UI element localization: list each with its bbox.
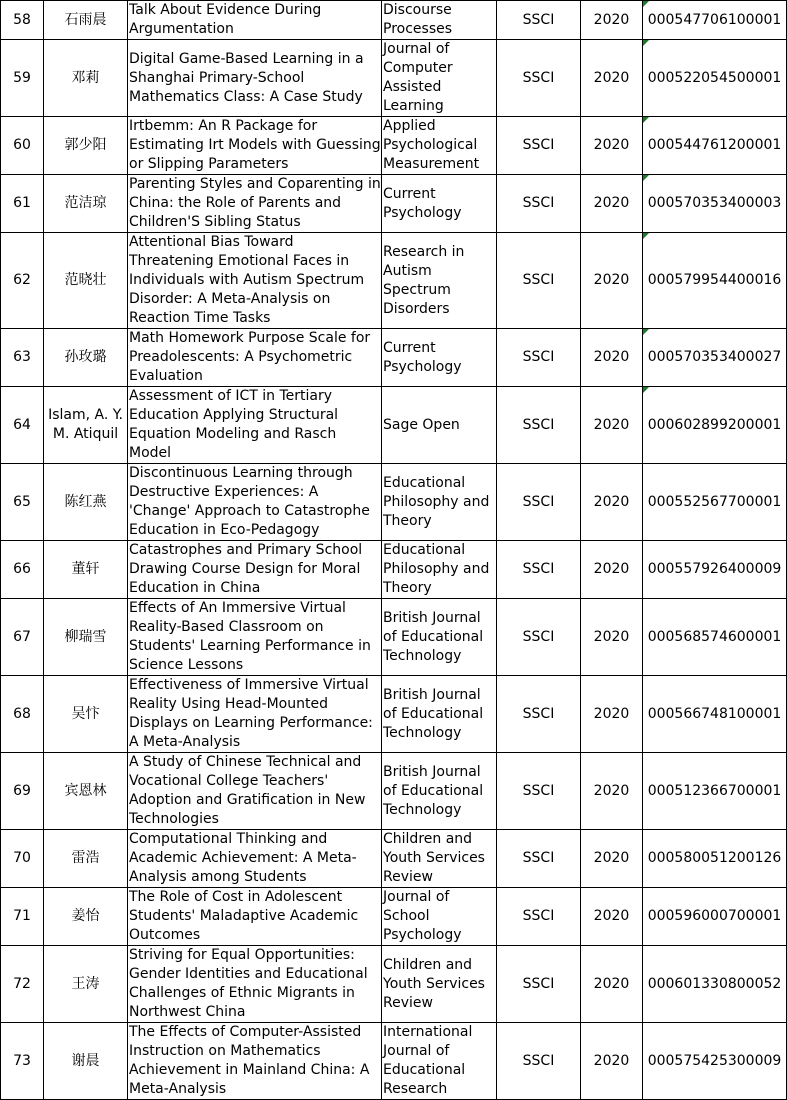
index-cell[interactable]: SSCI [497,888,581,946]
year-cell[interactable]: 2020 [581,40,643,117]
row-number-cell[interactable]: 64 [1,387,44,464]
index-cell[interactable]: SSCI [497,387,581,464]
table-row [1,676,787,753]
author-cell[interactable]: 宾恩林 [44,753,128,830]
row-number-cell[interactable]: 72 [1,946,44,1023]
journal-cell[interactable]: International Journal of Educational Research [382,1023,497,1100]
cell-flag-icon [643,40,649,46]
year-cell[interactable]: 2020 [581,946,643,1023]
index-cell[interactable]: SSCI [497,830,581,888]
table-row [1,599,787,676]
year-cell[interactable]: 2020 [581,329,643,387]
title-cell[interactable]: The Role of Cost in Adolescent Students' Maladaptive Academic Outcomes [128,888,382,946]
journal-cell[interactable]: British Journal of Educational Technology [382,753,497,830]
accession-id-cell[interactable]: 000568574600001 [643,599,787,676]
row-number-cell[interactable]: 67 [1,599,44,676]
accession-id-cell[interactable]: 000601330800052 [643,946,787,1023]
accession-id-cell[interactable]: 000575425300009 [643,1023,787,1100]
table-row [1,387,787,464]
journal-cell[interactable]: British Journal of Educational Technology [382,599,497,676]
accession-id-cell[interactable]: 000596000700001 [643,888,787,946]
journal-cell[interactable]: Children and Youth Services Review [382,946,497,1023]
row-number-cell[interactable]: 68 [1,676,44,753]
row-number-cell[interactable]: 62 [1,233,44,329]
journal-cell[interactable]: Current Psychology [382,175,497,233]
journal-cell[interactable]: Journal of School Psychology [382,888,497,946]
row-number-cell[interactable]: 58 [1,1,44,40]
table-row [1,753,787,830]
accession-id-cell[interactable]: 000522054500001 [643,40,787,117]
accession-id-cell[interactable]: 000566748100001 [643,676,787,753]
title-cell[interactable]: Striving for Equal Opportunities: Gender Identities and Educational Challenges of Ethnic Migrants in Northwest China [128,946,382,1023]
title-cell[interactable]: Assessment of ICT in Tertiary Education Applying Structural Equation Modeling and Rasch Model [128,387,382,464]
title-cell[interactable]: Talk About Evidence During Argumentation [128,1,382,40]
title-cell[interactable]: Digital Game-Based Learning in a Shanghai Primary-School Mathematics Class: A Case Study [128,40,382,117]
table-row [1,464,787,541]
row-number-cell[interactable]: 73 [1,1023,44,1100]
author-cell[interactable]: 陈红燕 [44,464,128,541]
year-cell[interactable]: 2020 [581,1,643,40]
author-cell[interactable]: 郭少阳 [44,117,128,175]
row-number-cell[interactable]: 59 [1,40,44,117]
row-number-cell[interactable]: 65 [1,464,44,541]
cell-flag-icon [643,1,649,7]
accession-id-cell[interactable]: 000557926400009 [643,541,787,599]
year-cell[interactable]: 2020 [581,175,643,233]
year-cell[interactable]: 2020 [581,233,643,329]
cell-flag-icon [643,117,649,123]
journal-cell[interactable]: British Journal of Educational Technology [382,676,497,753]
index-cell[interactable]: SSCI [497,541,581,599]
index-cell[interactable]: SSCI [497,676,581,753]
title-cell[interactable]: Math Homework Purpose Scale for Preadolescents: A Psychometric Evaluation [128,329,382,387]
table-row [1,830,787,888]
index-cell[interactable]: SSCI [497,464,581,541]
row-number-cell[interactable]: 61 [1,175,44,233]
journal-cell[interactable]: Educational Philosophy and Theory [382,541,497,599]
accession-id-cell[interactable]: 000512366700001 [643,753,787,830]
table-row [1,946,787,1023]
journal-cell[interactable]: Discourse Processes [382,1,497,40]
title-cell[interactable]: Discontinuous Learning through Destructive Experiences: A 'Change' Approach to Catastrophe Education in Eco-Pedagogy [128,464,382,541]
year-cell[interactable]: 2020 [581,753,643,830]
row-number-cell[interactable]: 69 [1,753,44,830]
index-cell[interactable]: SSCI [497,233,581,329]
index-cell[interactable]: SSCI [497,1023,581,1100]
author-cell[interactable]: 姜怡 [44,888,128,946]
title-cell[interactable]: Effects of An Immersive Virtual Reality-Based Classroom on Students' Learning Performance in Science Lessons [128,599,382,676]
author-cell[interactable]: 雷浩 [44,830,128,888]
row-number-cell[interactable]: 71 [1,888,44,946]
journal-cell[interactable]: Sage Open [382,387,497,464]
accession-id-cell[interactable]: 000570353400027 [643,329,787,387]
index-cell[interactable]: SSCI [497,117,581,175]
author-cell[interactable]: 董轩 [44,541,128,599]
table-row [1,233,787,329]
title-cell[interactable]: Irtbemm: An R Package for Estimating Irt Models with Guessing or Slipping Parameters [128,117,382,175]
year-cell[interactable]: 2020 [581,599,643,676]
journal-cell[interactable]: Educational Philosophy and Theory [382,464,497,541]
journal-cell[interactable]: Current Psychology [382,329,497,387]
journal-cell[interactable]: Research in Autism Spectrum Disorders [382,233,497,329]
title-cell[interactable]: Catastrophes and Primary School Drawing Course Design for Moral Education in China [128,541,382,599]
row-number-cell[interactable]: 66 [1,541,44,599]
table-row [1,40,787,117]
table-row [1,175,787,233]
year-cell[interactable]: 2020 [581,888,643,946]
title-cell[interactable]: A Study of Chinese Technical and Vocational College Teachers' Adoption and Gratification in New Technologies [128,753,382,830]
author-cell[interactable]: 柳瑞雪 [44,599,128,676]
author-cell[interactable]: Islam, A. Y. M. Atiquil [44,387,128,464]
row-number-cell[interactable]: 60 [1,117,44,175]
accession-id-cell[interactable]: 000602899200001 [643,387,787,464]
author-cell[interactable]: 石雨晨 [44,1,128,40]
table-row [1,117,787,175]
accession-id-cell[interactable]: 000580051200126 [643,830,787,888]
title-cell[interactable]: Parenting Styles and Coparenting in China: the Role of Parents and Children'S Sibling Status [128,175,382,233]
title-cell[interactable]: Computational Thinking and Academic Achievement: A Meta-Analysis among Students [128,830,382,888]
author-cell[interactable]: 邓莉 [44,40,128,117]
cell-flag-icon [643,387,649,393]
author-cell[interactable]: 谢晨 [44,1023,128,1100]
index-cell[interactable]: SSCI [497,175,581,233]
index-cell[interactable]: SSCI [497,40,581,117]
author-cell[interactable]: 孙玫璐 [44,329,128,387]
author-cell[interactable]: 王涛 [44,946,128,1023]
year-cell[interactable]: 2020 [581,541,643,599]
cell-flag-icon [643,329,649,335]
year-cell[interactable]: 2020 [581,830,643,888]
year-cell[interactable]: 2020 [581,387,643,464]
year-cell[interactable]: 2020 [581,117,643,175]
year-cell[interactable]: 2020 [581,464,643,541]
journal-cell[interactable]: Applied Psychological Measurement [382,117,497,175]
title-cell[interactable]: Effectiveness of Immersive Virtual Reality Using Head-Mounted Displays on Learning Performance: A Meta-Analysis [128,676,382,753]
table-body [1,1,787,1100]
accession-id-cell[interactable]: 000552567700001 [643,464,787,541]
row-number-cell[interactable]: 63 [1,329,44,387]
table-row [1,541,787,599]
cell-flag-icon [643,175,649,181]
year-cell[interactable]: 2020 [581,676,643,753]
author-cell[interactable]: 吴忭 [44,676,128,753]
title-cell[interactable]: Attentional Bias Toward Threatening Emotional Faces in Individuals with Autism Spectrum Disorder: A Meta-Analysis on Reaction Time Tasks [128,233,382,329]
index-cell[interactable]: SSCI [497,329,581,387]
table-row [1,329,787,387]
index-cell[interactable]: SSCI [497,1,581,40]
year-cell[interactable]: 2020 [581,1023,643,1100]
index-cell[interactable]: SSCI [497,599,581,676]
row-number-cell[interactable]: 70 [1,830,44,888]
accession-id-cell[interactable]: 000544761200001 [643,117,787,175]
table-row [1,1,787,40]
index-cell[interactable]: SSCI [497,753,581,830]
author-cell[interactable]: 范晓壮 [44,233,128,329]
accession-id-cell[interactable]: 000579954400016 [643,233,787,329]
table-row [1,1023,787,1100]
table-row [1,888,787,946]
journal-cell[interactable]: Journal of Computer Assisted Learning [382,40,497,117]
accession-id-cell[interactable]: 000547706100001 [643,1,787,40]
accession-id-cell[interactable]: 000570353400003 [643,175,787,233]
journal-cell[interactable]: Children and Youth Services Review [382,830,497,888]
index-cell[interactable]: SSCI [497,946,581,1023]
title-cell[interactable]: The Effects of Computer-Assisted Instruction on Mathematics Achievement in Mainland China: A Meta-Analysis [128,1023,382,1100]
author-cell[interactable]: 范洁琼 [44,175,128,233]
cell-flag-icon [643,233,649,239]
